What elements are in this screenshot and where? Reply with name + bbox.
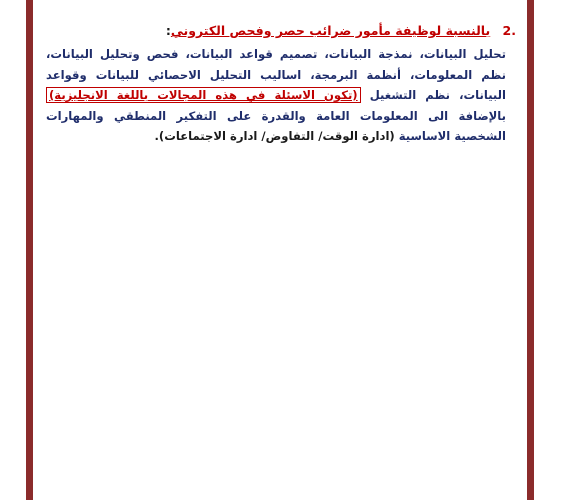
section-number: .2 [502,23,516,38]
right-page-border [527,0,534,500]
section-paragraph [46,44,506,147]
left-page-border [26,0,33,500]
paragraph-part-2: بالإضافة الى المعلومات العامة والقدرة على التفكير المنطقي والمهارات الشخصية الاساسية [46,108,506,143]
section-heading [40,22,516,40]
section-title: بالنسبة لوظيفة مأمور ضرائب حصر وفحص الكتروني [170,23,491,38]
section-colon: : [165,23,171,38]
paragraph-part-1: تحليل البيانات، نمذجة البيانات، تصميم قواعد البيانات، فحص وتحليل البيانات، نظم المعلومات، أنظمة البرمجة، اساليب التحلیل الاحصائي للبيانات وقواعد البيانات، نظم التشغيل [46,47,506,102]
paragraph-part-3: (ادارة الوقت/ التفاوض/ ادارة الاجتماعات). [154,129,395,143]
english-questions-note: (تكون الاسئلة في هذه المجالات باللغة الانجليزية) [46,87,361,103]
